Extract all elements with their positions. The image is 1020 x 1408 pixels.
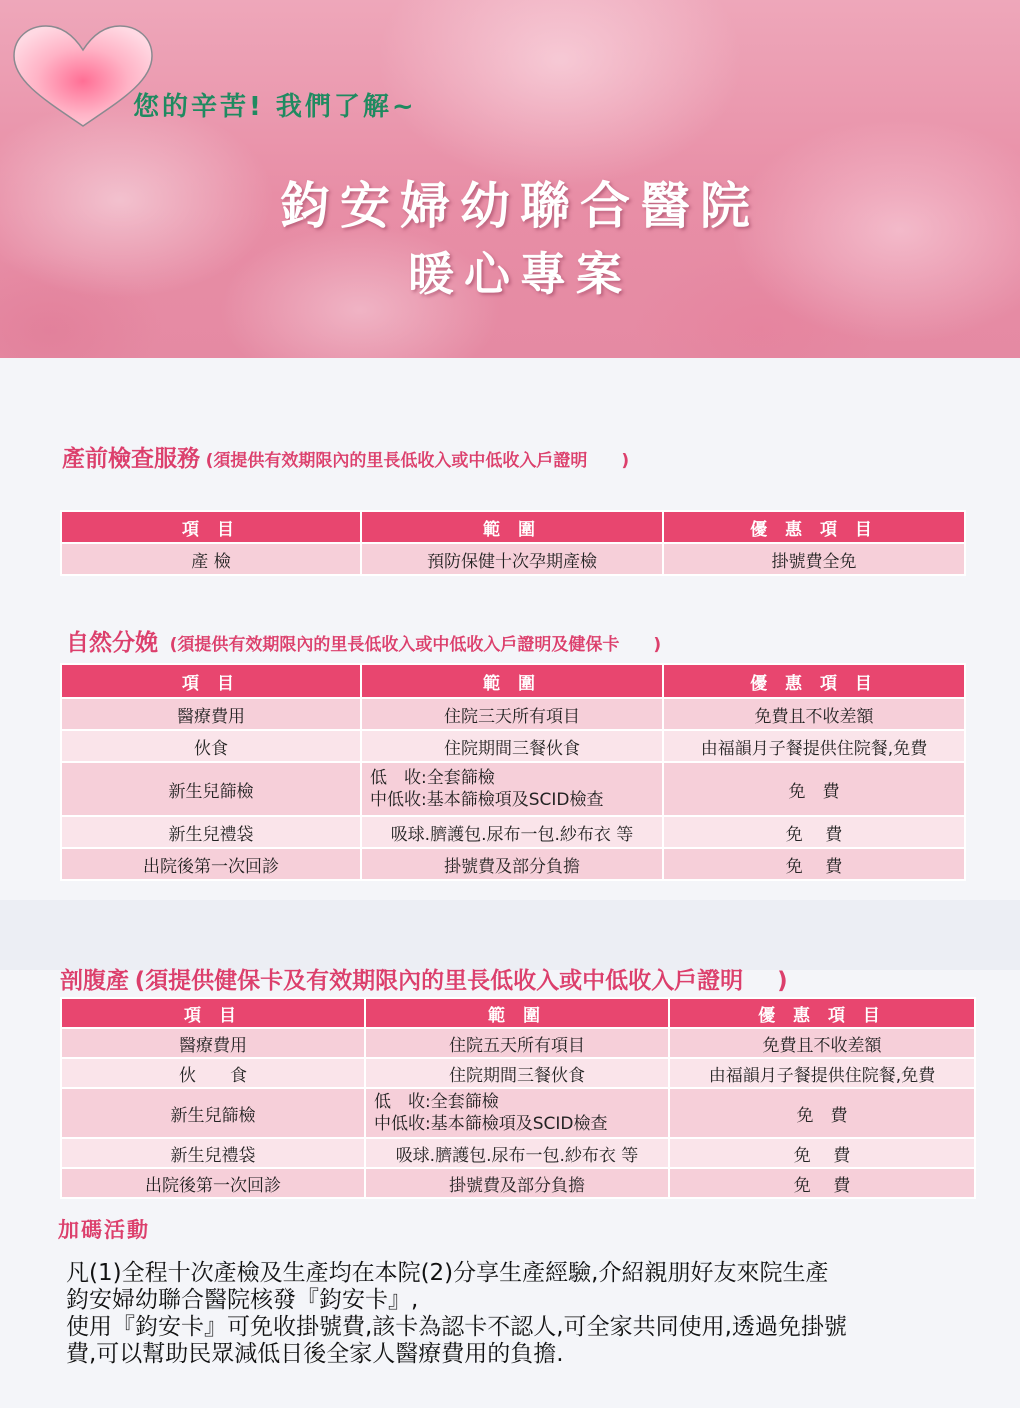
table-row [61, 816, 965, 848]
promo-line: 使用『鈞安卡』可免收掛號費,該卡為認卡不認人,可全家共同使用,透過免掛號 [66, 1314, 847, 1340]
table-cell: 吸球.臍護包.尿布一包.紗布衣 等 [365, 1138, 669, 1168]
hospital-title: 鈞安婦幼聯合醫院 [280, 177, 760, 235]
table-row [61, 1028, 975, 1058]
table-cell: 免 費 [669, 1138, 975, 1168]
table-cell: 新生兒篩檢 [61, 762, 361, 816]
cesarean-section-title [60, 962, 788, 995]
column-header-scope: 範 圍 [365, 998, 669, 1028]
screening-low-income: 低 收:全套篩檢 [370, 768, 495, 788]
table-cell: 新生兒禮袋 [61, 816, 361, 848]
cesarean-note: (須提供健保卡及有效期限內的里長低收入或中低收入戶證明 [134, 968, 744, 994]
screening-mid-low-income: 中低收:基本篩檢項及SCID檢查 [374, 1114, 608, 1134]
table-cell: 免 費 [669, 1088, 975, 1138]
table-cell: 免費且不收差額 [669, 1028, 975, 1058]
natural-note: (須提供有效期限內的里長低收入或中低收入戶證明及健保卡 [169, 635, 620, 655]
table-row [61, 698, 965, 730]
table-cell: 由福韻月子餐提供住院餐,免費 [663, 730, 965, 762]
table-cell: 伙 食 [61, 1058, 365, 1088]
table-cell: 住院期間三餐伙食 [365, 1058, 669, 1088]
table-cell: 出院後第一次回診 [61, 848, 361, 880]
cesarean-title: 剖腹產 [60, 968, 129, 994]
column-header-benefit: 優 惠 項 目 [669, 998, 975, 1028]
promo-line: 費,可以幫助民眾減低日後全家人醫療費用的負擔. [66, 1341, 564, 1367]
table-cell: 產 檢 [61, 543, 361, 575]
table-cell: 預防保健十次孕期產檢 [361, 543, 663, 575]
header-banner [0, 0, 1020, 358]
table-row [61, 1088, 975, 1138]
table-cell: 醫療費用 [61, 698, 361, 730]
column-header-item: 項 目 [61, 511, 361, 543]
prenatal-table [60, 510, 966, 576]
column-header-scope: 範 圍 [361, 511, 663, 543]
table-row [61, 730, 965, 762]
promo-title: 加碼活動 [58, 1218, 150, 1242]
table-row [61, 762, 965, 816]
promo-line: 凡(1)全程十次產檢及生產均在本院(2)分享生產經驗,介紹親朋好友來院生產 [66, 1260, 829, 1286]
project-title: 暖心專案 [408, 247, 632, 301]
table-row [61, 1058, 975, 1088]
promo-line: 鈞安婦幼聯合醫院核發『鈞安卡』, [66, 1287, 419, 1313]
table-cell [365, 1088, 669, 1138]
natural-title: 自然分娩 [66, 630, 158, 656]
table-cell: 住院三天所有項目 [361, 698, 663, 730]
table-cell: 新生兒篩檢 [61, 1088, 365, 1138]
table-cell: 新生兒禮袋 [61, 1138, 365, 1168]
prenatal-title: 產前檢查服務 [62, 446, 200, 472]
prenatal-note: (須提供有效期限內的里長低收入或中低收入戶證明 [205, 451, 588, 471]
prenatal-note-close: ) [621, 451, 630, 471]
table-cell: 免 費 [663, 816, 965, 848]
promo-text [66, 1260, 966, 1368]
table-cell: 掛號費及部分負擔 [365, 1168, 669, 1198]
tagline: 您的辛苦! 我們了解~ [133, 92, 417, 122]
table-cell: 掛號費全免 [663, 543, 965, 575]
table-cell: 掛號費及部分負擔 [361, 848, 663, 880]
natural-table [60, 663, 966, 881]
prenatal-section-title [62, 440, 629, 473]
screening-low-income: 低 收:全套篩檢 [374, 1092, 499, 1112]
cesarean-note-close: ) [777, 968, 788, 994]
column-header-scope: 範 圍 [361, 664, 663, 698]
natural-note-close: ) [653, 635, 662, 655]
table-cell: 住院期間三餐伙食 [361, 730, 663, 762]
table-cell: 免 費 [663, 848, 965, 880]
natural-section-title [66, 624, 661, 657]
column-header-item: 項 目 [61, 998, 365, 1028]
table-cell: 吸球.臍護包.尿布一包.紗布衣 等 [361, 816, 663, 848]
cesarean-table [60, 997, 976, 1199]
table-row [61, 1138, 975, 1168]
table-row [61, 848, 965, 880]
table-row [61, 1168, 975, 1198]
section-divider-band [0, 900, 1020, 970]
table-cell: 醫療費用 [61, 1028, 365, 1058]
table-cell [361, 762, 663, 816]
table-cell: 免 費 [669, 1168, 975, 1198]
table-cell: 出院後第一次回診 [61, 1168, 365, 1198]
column-header-benefit: 優 惠 項 目 [663, 664, 965, 698]
table-cell: 由福韻月子餐提供住院餐,免費 [669, 1058, 975, 1088]
column-header-item: 項 目 [61, 664, 361, 698]
table-cell: 住院五天所有項目 [365, 1028, 669, 1058]
table-row [61, 543, 965, 575]
table-cell: 免費且不收差額 [663, 698, 965, 730]
screening-mid-low-income: 中低收:基本篩檢項及SCID檢查 [370, 790, 604, 810]
table-cell: 免 費 [663, 762, 965, 816]
table-cell: 伙食 [61, 730, 361, 762]
column-header-benefit: 優 惠 項 目 [663, 511, 965, 543]
